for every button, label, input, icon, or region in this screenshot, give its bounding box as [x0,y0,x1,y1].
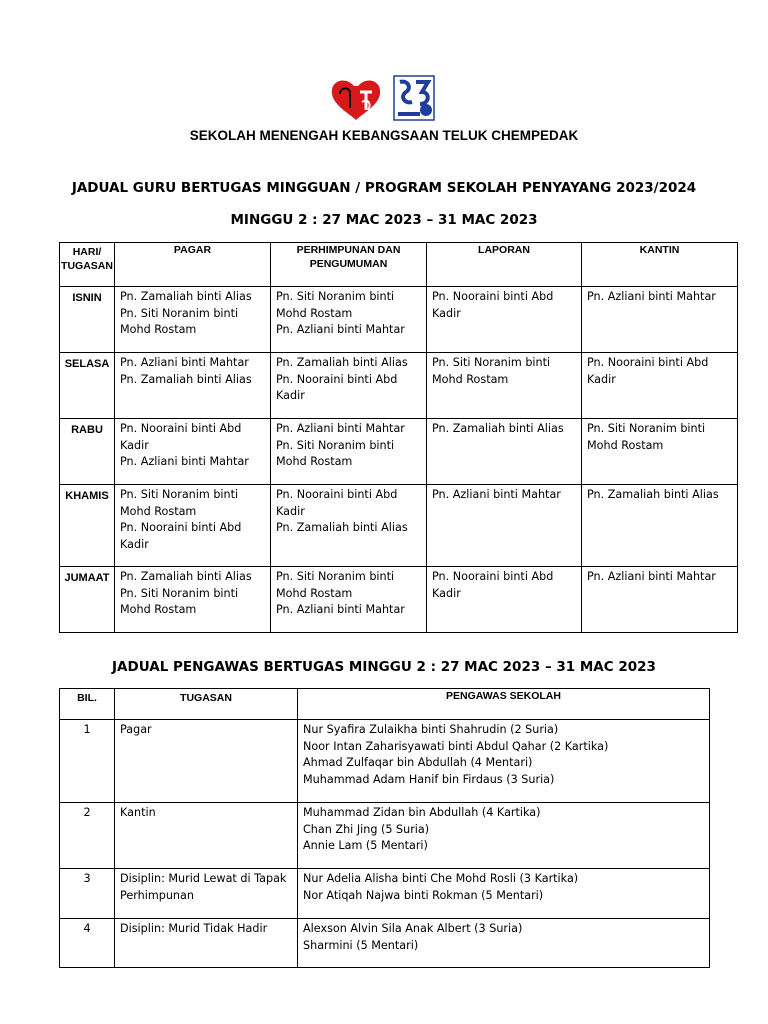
day-cell: SELASA [60,353,115,419]
teacher-name: Pn. Azliani binti Mahtar [120,455,249,468]
prefect-name: Annie Lam (5 Mentari) [303,839,428,852]
tugasan-cell: Pagar [115,720,298,803]
teacher-name: Pn. Azliani binti Mahtar [432,488,561,501]
day-cell: KHAMIS [60,485,115,567]
prefect-row [60,869,710,919]
day-cell: RABU [60,419,115,485]
teacher-name: Pn. Siti Noranim binti Mohd Rostam [276,438,395,468]
kantin-cell [582,287,738,353]
prefect-header-row [60,689,710,720]
pagar-cell [115,419,271,485]
teacher-name: Pn. Nooraini binti Abd Kadir [120,422,242,452]
prefect-row [60,720,710,803]
table-row [60,287,738,353]
teacher-name: Pn. Siti Noranim binti Mohd Rostam [587,422,706,452]
teacher-name: Pn. Siti Noranim binti Mohd Rostam [276,290,395,320]
teacher-name: Pn. Nooraini binti Abd Kadir [276,372,398,402]
perhimpunan-cell [271,567,427,633]
pagar-cell [115,287,271,353]
tugasan-cell: Kantin [115,803,298,869]
pagar-cell [115,353,271,419]
pengawas-cell [298,720,710,803]
teacher-name: Pn. Siti Noranim binti Mohd Rostam [276,570,395,600]
day-cell: JUMAAT [60,567,115,633]
column-header-pagar: PAGAR [115,243,271,287]
pengawas-cell [298,869,710,919]
table-row [60,485,738,567]
table-row [60,567,738,633]
column-header-tugasan: TUGASAN [115,689,298,720]
teacher-name: Pn. Azliani binti Mahtar [276,422,405,435]
teacher-name: Pn. Nooraini binti Abd Kadir [120,521,242,551]
bil-cell: 2 [60,803,115,869]
teacher-name: Pn. Nooraini binti Abd Kadir [587,356,709,386]
teacher-name: Pn. Azliani binti Mahtar [120,356,249,369]
school-crest-left-logo [332,80,380,120]
prefect-name: Ahmad Zulfaqar bin Abdullah (4 Mentari) [303,756,533,769]
teacher-name: Pn. Zamaliah binti Alias [120,290,252,303]
teacher-name: Pn. Zamaliah binti Alias [120,570,252,583]
teacher-name: Pn. Zamaliah binti Alias [587,488,719,501]
laporan-cell [427,353,582,419]
table-row [60,353,738,419]
column-header-pengawas: PENGAWAS SEKOLAH [298,689,710,720]
column-header-perhimpunan: PERHIMPUNAN DAN PENGUMUMAN [271,243,427,287]
kantin-cell [582,353,738,419]
teacher-name: Pn. Nooraini binti Abd Kadir [432,290,554,320]
prefect-name: Muhammad Adam Hanif bin Firdaus (3 Suria) [303,772,555,786]
column-header-kantin: KANTIN [582,243,738,287]
bil-cell: 1 [60,720,115,803]
table-header-row [60,243,738,287]
perhimpunan-cell [271,353,427,419]
column-header-bil: BIL. [60,689,115,720]
teacher-name: Pn. Zamaliah binti Alias [276,521,408,534]
prefect-name: Noor Intan Zaharisyawati binti Abdul Qahar (2 Kartika) [303,739,609,753]
laporan-cell [427,287,582,353]
teacher-name: Pn. Zamaliah binti Alias [276,356,408,369]
kantin-cell [582,419,738,485]
prefect-name: Muhammad Zidan bin Abdullah (4 Kartika) [303,806,541,819]
perhimpunan-cell [271,419,427,485]
day-cell: ISNIN [60,287,115,353]
teacher-name: Pn. Azliani binti Mahtar [587,290,716,303]
tugasan-cell: Disiplin: Murid Lewat di Tapak Perhimpunan [115,869,298,919]
prefect-name: Nur Syafira Zulaikha binti Shahrudin (2 Suria) [303,723,559,736]
pagar-cell [115,567,271,633]
table-row [60,419,738,485]
prefect-duty-table [59,688,710,968]
pengawas-cell [298,919,710,968]
column-header-day: HARI/ TUGASAN [60,243,115,287]
column-header-laporan: LAPORAN [427,243,582,287]
perhimpunan-cell [271,287,427,353]
week-title: MINGGU 2 : 27 MAC 2023 – 31 MAC 2023 [230,212,538,228]
teacher-name: Pn. Siti Noranim binti Mohd Rostam [432,356,551,386]
teacher-name: Pn. Nooraini binti Abd Kadir [276,488,398,518]
teacher-name: Pn. Siti Noranim binti Mohd Rostam [120,306,239,336]
prefect-name: Nor Atiqah Najwa binti Rokman (5 Mentari) [303,888,544,902]
prefect-name: Nur Adelia Alisha binti Che Mohd Rosli (3 Kartika) [303,872,579,885]
teacher-name: Pn. Azliani binti Mahtar [276,603,405,616]
prefect-row [60,803,710,869]
teacher-name: Pn. Azliani binti Mahtar [587,570,716,583]
school-crest-right-logo [394,76,434,120]
teacher-name: Pn. Nooraini binti Abd Kadir [432,570,554,600]
prefect-row [60,919,710,968]
kantin-cell [582,485,738,567]
bil-cell: 4 [60,919,115,968]
pagar-cell [115,485,271,567]
pengawas-cell [298,803,710,869]
prefect-duty-title: JADUAL PENGAWAS BERTUGAS MINGGU 2 : 27 MAC 2023 – 31 MAC 2023 [112,659,656,675]
prefect-name: Alexson Alvin Sila Anak Albert (3 Suria) [303,922,523,935]
perhimpunan-cell [271,485,427,567]
tugasan-cell: Disiplin: Murid Tidak Hadir [115,919,298,968]
duty-roster-title: JADUAL GURU BERTUGAS MINGGUAN / PROGRAM SEKOLAH PENYAYANG 2023/2024 [71,180,697,196]
laporan-cell [427,419,582,485]
teacher-duty-table [59,242,738,633]
school-name: SEKOLAH MENENGAH KEBANGSAAN TELUK CHEMPEDAK [189,128,579,143]
teacher-name: Pn. Siti Noranim binti Mohd Rostam [120,488,239,518]
kantin-cell [582,567,738,633]
laporan-cell [427,567,582,633]
bil-cell: 3 [60,869,115,919]
teacher-name: Pn. Zamaliah binti Alias [120,372,252,386]
school-logos [326,74,438,124]
prefect-name: Chan Zhi Jing (5 Suria) [303,822,430,836]
laporan-cell [427,485,582,567]
teacher-name: Pn. Zamaliah binti Alias [432,422,564,435]
prefect-name: Sharmini (5 Mentari) [303,938,419,952]
teacher-name: Pn. Azliani binti Mahtar [276,323,405,336]
teacher-name: Pn. Siti Noranim binti Mohd Rostam [120,586,239,616]
